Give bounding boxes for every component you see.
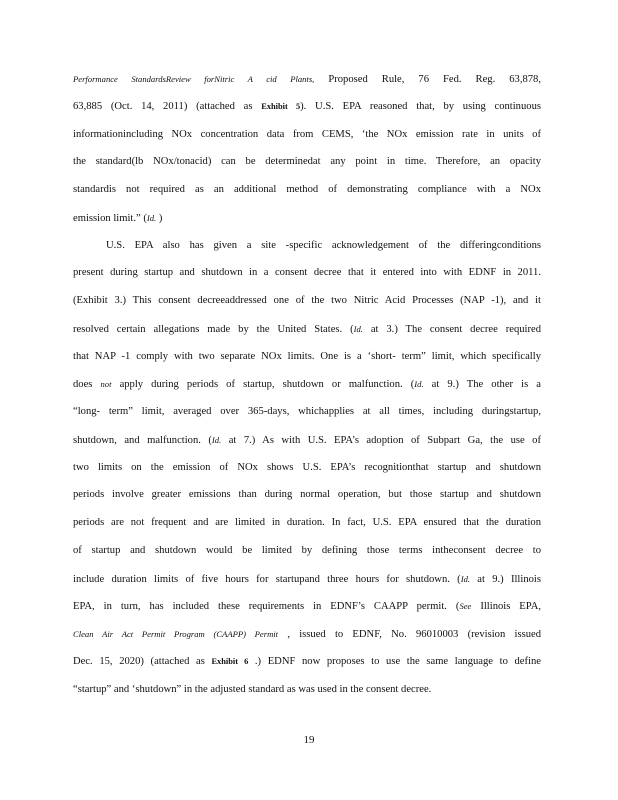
citation-text: not (100, 379, 112, 390)
text-line (73, 211, 541, 226)
body-text: include duration limits of five hours for startupand three hours for shutdown. ( (73, 573, 461, 585)
citation-text: Id. (146, 212, 157, 223)
text-line (73, 377, 541, 392)
body-text: (Exhibit 3.) This consent decreeaddressed one of the two Nitric Acid Processes (NAP -1), and it (73, 295, 541, 306)
body-text: at 7.) As with U.S. EPA’s adoption of Subpart Ga, the use of (221, 434, 541, 446)
body-text: resolved certain allegations made by the United States. ( (73, 323, 354, 335)
body-text: “startup” and ‘shutdown” in the adjusted standard as was used in the consent decree. (73, 683, 432, 695)
page-number: 19 (303, 734, 315, 746)
body-text: Proposed Rule, 76 Fed. Reg. 63,878, (314, 74, 542, 85)
body-text: .) EDNF now proposes to use the same language to define (248, 655, 541, 667)
text-line (73, 183, 541, 197)
body-text: ). U.S. EPA reasoned that, by using continuous (300, 100, 541, 112)
citation-text: See (459, 601, 472, 612)
text-line (73, 405, 541, 419)
text-line (73, 683, 541, 697)
body-text: shutdown, and malfunction. ( (73, 434, 212, 446)
exhibit-reference: Exhibit 5 (261, 101, 301, 111)
text-line (73, 488, 541, 502)
body-text: present during startup and shutdown in a consent decree that it entered into with EDNF in 2011. (73, 267, 541, 279)
text-line (73, 322, 541, 337)
text-line (73, 627, 541, 642)
body-text: standardis not required as an additional method of demonstrating compliance with a NOx (73, 184, 541, 195)
body-text: does (73, 379, 101, 391)
body-text: two limits on the emission of NOx shows U.S. EPA’s recognitionthat startup and shutdown (73, 461, 541, 473)
text-line (73, 155, 541, 169)
body-text: , issued to EDNF, No. 96010003 (revision issued (278, 629, 541, 640)
body-text: that NAP -1 comply with two separate NOx limits. One is a ‘short- term” limit, which specifically (73, 350, 541, 362)
body-text: periods are not frequent and are limited in duration. In fact, U.S. EPA ensured that the duration (73, 517, 541, 528)
body-text: emission limit.” ( (73, 212, 147, 224)
body-text: U.S. EPA also has given a site -specific acknowledgement of the differingconditions (106, 239, 541, 251)
body-text: at 9.) Illinois (470, 573, 541, 585)
body-text: apply during periods of startup, shutdown or malfunction. ( (111, 379, 415, 391)
body-text: “long- term” limit, averaged over 365-days, whichapplies at all times, including duringstartup, (73, 406, 541, 417)
text-line (106, 239, 541, 253)
body-text: informationincluding NOx concentration data from CEMS, ‘the NOx emission rate in units of (73, 128, 541, 140)
text-line (73, 599, 541, 614)
body-text: EPA, in turn, has included these requirements in EDNF’s CAAPP permit. ( (73, 601, 460, 613)
citation-text: Id. (414, 379, 424, 390)
text-line (73, 100, 541, 114)
text-line (73, 128, 541, 142)
body-text: ) (156, 212, 163, 224)
text-line (73, 266, 541, 280)
text-line (73, 516, 541, 530)
text-line (73, 350, 541, 364)
text-line (73, 461, 541, 475)
citation-text: Performance StandardsReview forNitric A cid Plants, (73, 74, 315, 84)
citation-text: Clean Air Act Permit Program (CAAPP) Permit (73, 629, 279, 639)
citation-text: Id. (460, 573, 471, 584)
text-line (73, 294, 541, 308)
body-text: Illinois EPA, (471, 601, 542, 613)
text-line (73, 433, 541, 448)
body-text: periods involve greater emissions than during normal operation, but those startup and shutdown (73, 489, 541, 501)
text-line (73, 544, 541, 558)
citation-text: Id. (353, 323, 363, 334)
exhibit-reference: Exhibit 6 (211, 656, 249, 666)
text-line (73, 655, 541, 669)
body-text: Dec. 15, 2020) (attached as (73, 655, 212, 667)
text-line (73, 72, 541, 87)
citation-text: Id. (211, 434, 222, 445)
body-text: 63,885 (Oct. 14, 2011) (attached as (73, 100, 262, 112)
body-text: of startup and shutdown would be limited by defining those terms intheconsent decree to (73, 544, 541, 556)
text-line (73, 572, 541, 587)
body-text: at 9.) The other is a (423, 379, 541, 391)
body-text: at 3.) The consent decree required (362, 323, 542, 335)
body-text: the standard(lb NOx/tonacid) can be determinedat any point in time. Therefore, an opacity (73, 156, 541, 168)
